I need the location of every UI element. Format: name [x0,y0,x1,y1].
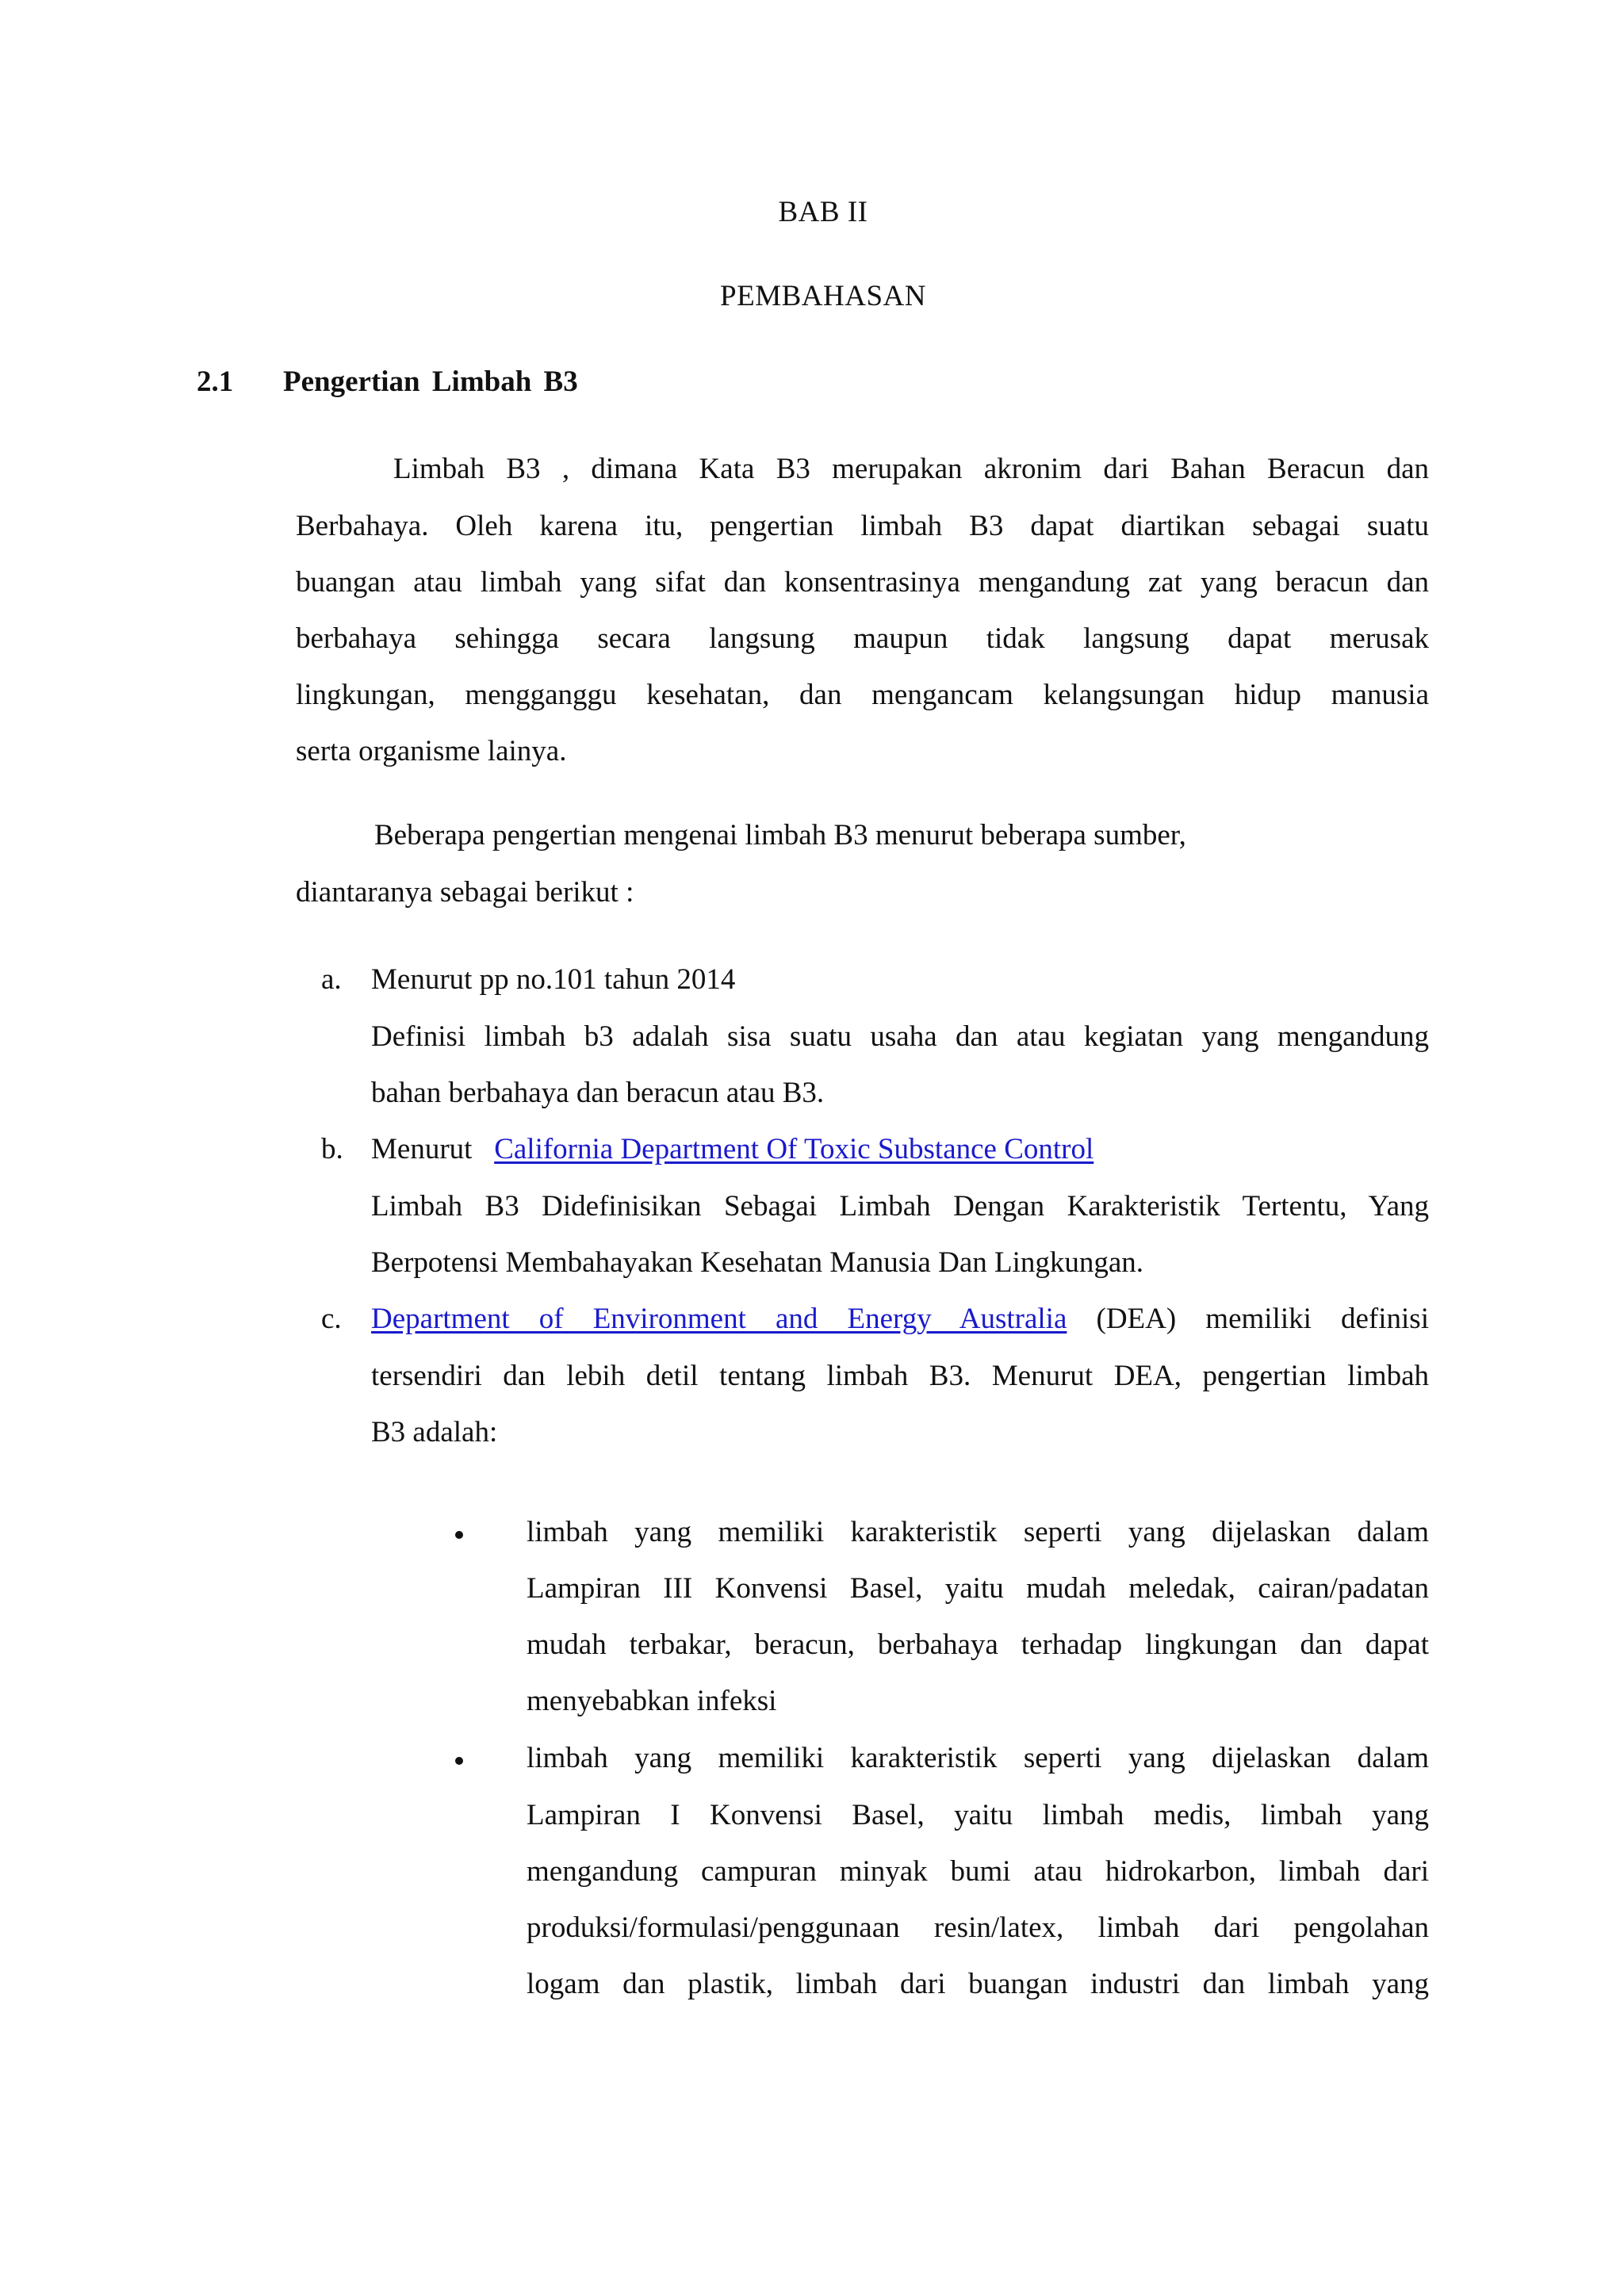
california-dtsc-link[interactable]: California Department Of Toxic Substance Control [494,1133,1094,1165]
list-item-c-title [371,1302,1429,1337]
list-marker-c: c. [321,1303,342,1335]
paragraph-2-line: Beberapa pengertian mengenai limbah B3 menurut beberapa sumber, [374,819,1186,851]
list-item-b-line: Berpotensi Membahayakan Kesehatan Manusia Dan Lingkungan. [371,1246,1144,1279]
paragraph-1-line: Limbah B3 , dimana Kata B3 merupakan akronim dari Bahan Beracun dan [393,453,1429,485]
paragraph-1-line: buangan atau limbah yang sifat dan konsentrasinya mengandung zat yang beracun dan [296,566,1429,599]
bullet-2-line: logam dan plastik, limbah dari buangan industri dan limbah yang [527,1968,1429,2000]
list-item-b-line: Limbah B3 Didefinisikan Sebagai Limbah Dengan Karakteristik Tertentu, Yang [371,1190,1429,1223]
list-item-a-title: Menurut pp no.101 tahun 2014 [371,963,736,996]
paragraph-2-line: diantaranya sebagai berikut : [296,876,634,909]
section-title: Pengertian Limbah B3 [283,365,578,398]
bullet-icon [455,1757,463,1765]
bullet-icon [455,1531,463,1539]
list-item-b-title [371,1132,1094,1167]
bullet-1-line: mudah terbakar, beracun, berbahaya terhadap lingkungan dan dapat [527,1628,1429,1661]
list-item-a-line: Definisi limbah b3 adalah sisa suatu usaha dan atau kegiatan yang mengandung [371,1020,1429,1053]
chapter-label: BAB II [778,196,868,228]
paragraph-1-line: berbahaya sehingga secara langsung maupun tidak langsung dapat merusak [296,622,1429,655]
list-marker-a: a. [321,963,342,996]
bullet-2-line: limbah yang memiliki karakteristik seperti yang dijelaskan dalam [527,1742,1429,1774]
paragraph-1-line: Berbahaya. Oleh karena itu, pengertian limbah B3 dapat diartikan sebagai suatu [296,510,1429,542]
list-item-c-line: B3 adalah: [371,1416,498,1448]
bullet-2-line: Lampiran I Konvensi Basel, yaitu limbah medis, limbah yang [527,1799,1429,1831]
dea-australia-link[interactable]: Department of Environment and Energy Australia [371,1303,1067,1335]
list-item-c-line: tersendiri dan lebih detil tentang limbah B3. Menurut DEA, pengertian limbah [371,1360,1429,1392]
bullet-2-line: mengandung campuran minyak bumi atau hidrokarbon, limbah dari [527,1855,1429,1888]
section-number: 2.1 [197,365,234,398]
chapter-title: PEMBAHASAN [720,280,926,312]
bullet-1-line: Lampiran III Konvensi Basel, yaitu mudah meledak, cairan/padatan [527,1572,1429,1605]
bullet-1-line: limbah yang memiliki karakteristik seperti yang dijelaskan dalam [527,1516,1429,1548]
list-marker-b: b. [321,1133,343,1165]
paragraph-1-line: lingkungan, mengganggu kesehatan, dan mengancam kelangsungan hidup manusia [296,679,1429,711]
list-item-b-prefix: Menurut [371,1133,473,1165]
bullet-2-line: produksi/formulasi/penggunaan resin/latex, limbah dari pengolahan [527,1911,1429,1944]
paragraph-1-line: serta organisme lainya. [296,735,567,767]
list-item-a-line: bahan berbahaya dan beracun atau B3. [371,1077,825,1109]
bullet-1-line: menyebabkan infeksi [527,1685,777,1717]
list-item-c-suffix: (DEA) memiliki definisi [1096,1303,1429,1335]
